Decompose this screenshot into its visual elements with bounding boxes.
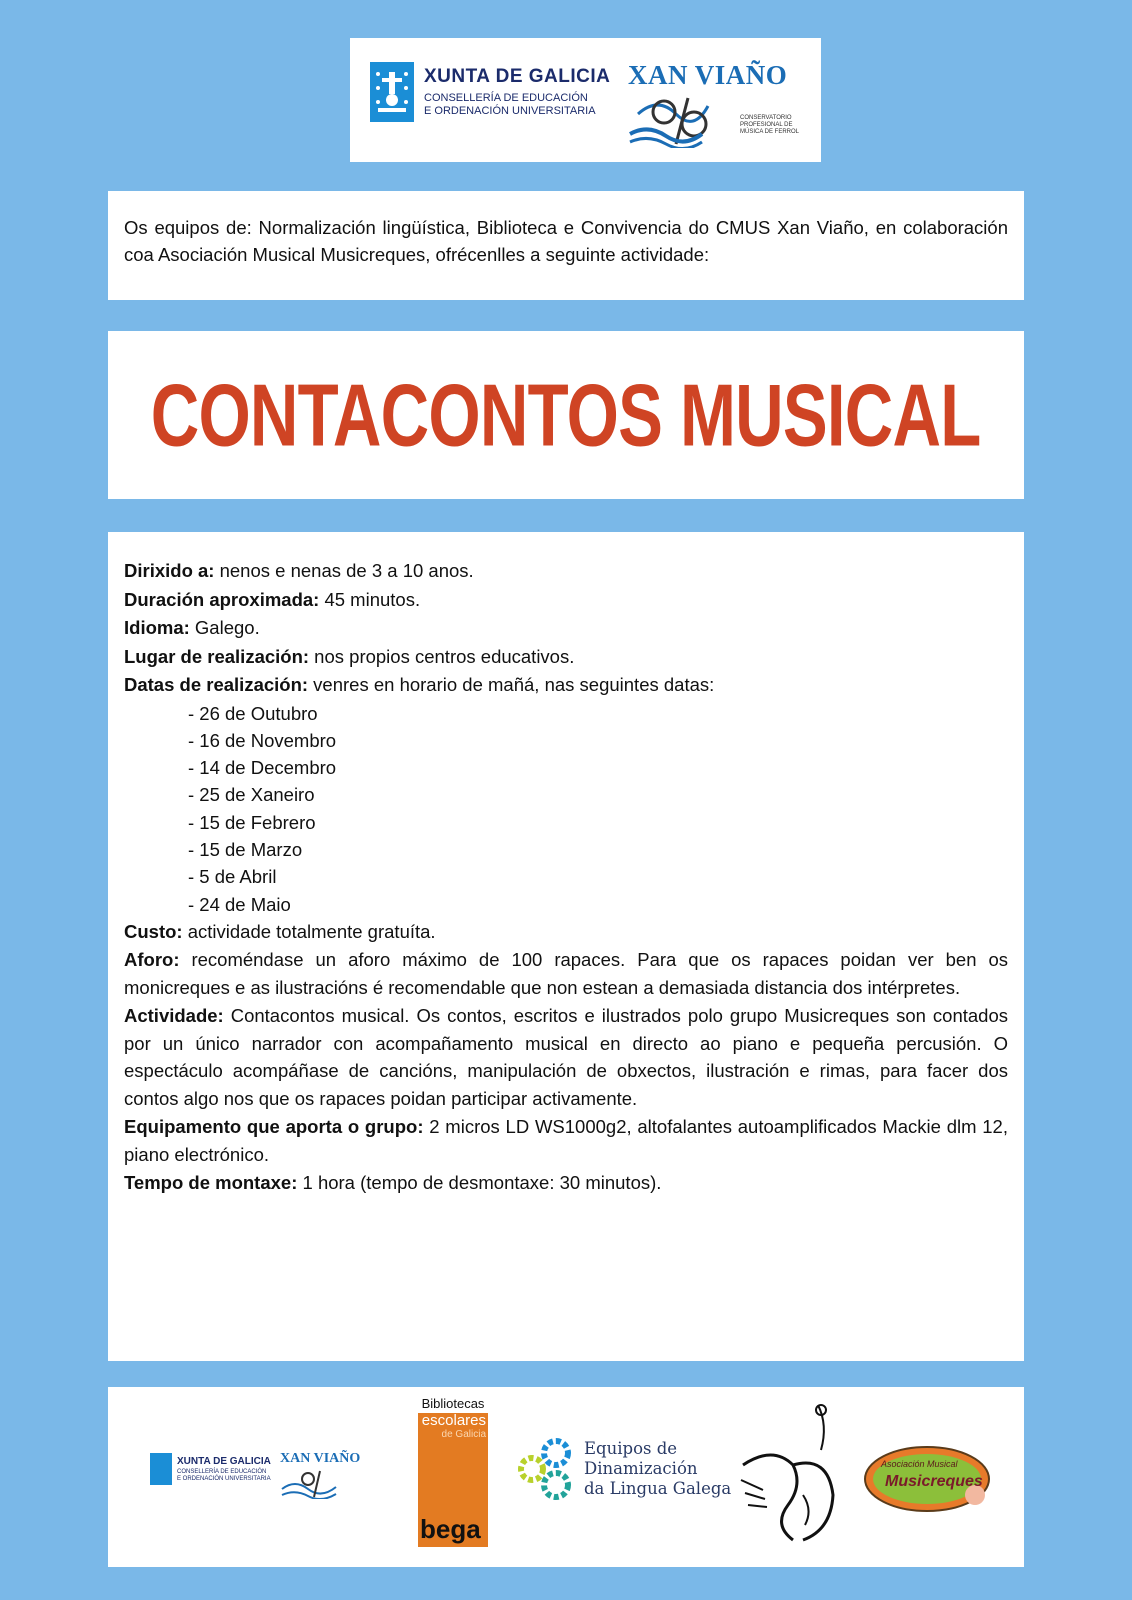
dirixido-label: Dirixido a: <box>124 560 215 581</box>
footer-xunta-flag-icon <box>150 1453 172 1485</box>
xan-sub1: CONSERVATORIO <box>740 115 792 121</box>
footer-xunta-name: XUNTA DE GALICIA <box>177 1455 271 1467</box>
equipos-dinamizacion-logo <box>516 1437 731 1501</box>
actividade-value: Contacontos musical. Os contos, escritos e ilustrados polo grupo Musicreques son contados por un único narrador con acompañamento musical en directo ao piano e pequeña percusión. O espectáculo acompáñase de cancións, manipulación de obxectos, ilustración e rimas, para facer dos contos algo nos que os rapaces poidan participar activamente. <box>124 1005 1008 1109</box>
biblio-l2: de Galicia <box>441 1429 486 1440</box>
intro-text: Os equipos de: Normalización lingüística, Biblioteca e Convivencia do CMUS Xan Viaño, en colaboración coa Asociación Musical Musicreques, ofrécenlles a seguinte actividade: <box>124 217 1008 265</box>
aforo-value: recoméndase un aforo máximo de 100 rapaces. Para que os rapaces poidan ver ben os monicreques e as ilustracións é recomendable que non estean a demasiada distancia dos intérpretes. <box>124 949 1008 998</box>
actividade-row <box>124 1002 1008 1112</box>
equipamento-label: Equipamento que aporta o grupo: <box>124 1116 424 1138</box>
lugar-label: Lugar de realización: <box>124 645 310 667</box>
footer-treble-clef-icon <box>280 1469 370 1499</box>
header-logos <box>350 38 821 162</box>
list-item: - 5 de Abril <box>188 866 277 888</box>
footer-logos <box>108 1387 1024 1567</box>
equipos-l1: Equipos de <box>584 1439 678 1458</box>
xunta-flag-icon <box>370 62 414 122</box>
equipamento-row <box>124 1113 1008 1168</box>
biblio-top: Bibliotecas <box>421 1396 485 1411</box>
duracion-label: Duración aproximada: <box>124 588 320 610</box>
idioma-row <box>124 614 1008 642</box>
xunta-sub2: E ORDENACIÓN UNIVERSITARIA <box>424 105 596 117</box>
idioma-label: Idioma: <box>124 617 190 638</box>
gears-icon <box>516 1437 576 1501</box>
tempo-label: Tempo de montaxe: <box>124 1172 298 1194</box>
footer-xan-viano-name: XAN VIAÑO <box>280 1451 361 1466</box>
xunta-name: XUNTA DE GALICIA <box>424 66 611 87</box>
list-item: - 15 de Marzo <box>188 838 303 860</box>
treble-clef-icon <box>628 94 738 148</box>
tempo-row <box>124 1169 1008 1197</box>
list-item: - 24 de Maio <box>188 893 291 915</box>
intro-panel <box>108 191 1024 300</box>
musi-top: Asociación Musical <box>881 1459 958 1469</box>
custo-label: Custo: <box>124 920 183 942</box>
datas-value: venres en horario de mañá, nas seguintes datas: <box>308 674 715 695</box>
dirixido-value: nenos e nenas de 3 a 10 anos. <box>214 560 474 581</box>
datas-label: Datas de realización: <box>124 674 309 695</box>
list-item: - 15 de Febrero <box>188 811 316 833</box>
duracion-row <box>124 586 1008 614</box>
list-item: - 16 de Novembro <box>188 729 337 751</box>
equipos-l3: da Lingua Galega <box>584 1479 732 1498</box>
biblio-l1: escolares <box>421 1412 486 1429</box>
footer-xunta-logo <box>150 1453 271 1485</box>
title-panel <box>108 331 1024 499</box>
xan-sub2: PROFESIONAL DE <box>740 122 793 128</box>
equipos-l2: Dinamización <box>584 1459 698 1478</box>
list-item: - 25 de Xaneiro <box>188 784 315 806</box>
xunta-sub1: CONSELLERÍA DE EDUCACIÓN <box>424 92 588 104</box>
aforo-row <box>124 946 1008 1001</box>
xan-sub3: MÚSICA DE FERROL <box>740 129 800 135</box>
page-title: CONTACONTOS MUSICAL <box>151 365 981 464</box>
equipamento-value: 2 micros LD WS1000g2, altofalantes autoamplificados Mackie dlm 12, piano electrónico. <box>124 1116 1008 1165</box>
music-bird-icon <box>733 1395 853 1555</box>
bibliotecas-escolares-logo <box>418 1397 488 1547</box>
footer-xunta-sub2: E ORDENACIÓN UNIVERSITARIA <box>177 1475 271 1482</box>
musi-name: Musicreques <box>885 1473 983 1490</box>
xan-viano-name: XAN VIAÑO <box>628 60 788 90</box>
lugar-value: nos propios centros educativos. <box>309 645 575 667</box>
list-item: - 26 de Outubro <box>188 702 318 724</box>
xan-viano-logo <box>628 60 808 148</box>
custo-value: actividade totalmente gratuíta. <box>182 920 436 942</box>
aforo-label: Aforo: <box>124 949 180 971</box>
biblio-mark: bega <box>420 1514 481 1544</box>
footer-xunta-sub1: CONSELLERÍA DE EDUCACIÓN <box>177 1468 267 1475</box>
footer-xan-viano-logo <box>280 1451 372 1501</box>
musicreques-logo <box>863 1437 993 1517</box>
lugar-row <box>124 643 1008 671</box>
details-panel <box>108 532 1024 1361</box>
idioma-value: Galego. <box>189 617 260 638</box>
custo-row <box>124 918 1008 946</box>
xunta-logo <box>370 62 610 122</box>
dirixido-row <box>124 557 1008 585</box>
datas-row <box>124 671 1008 699</box>
list-item: - 14 de Decembro <box>188 757 337 779</box>
actividade-label: Actividade: <box>124 1005 224 1027</box>
tempo-value: 1 hora (tempo de desmontaxe: 30 minutos). <box>297 1172 662 1194</box>
duracion-value: 45 minutos. <box>319 588 421 610</box>
dates-list <box>124 700 1008 918</box>
